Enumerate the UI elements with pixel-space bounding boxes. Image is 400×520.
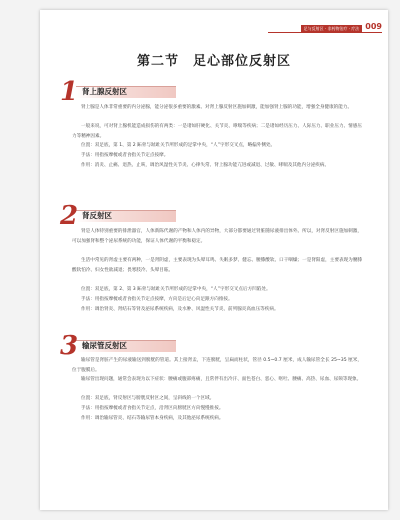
subsection-number: 1 [60, 77, 79, 107]
paragraph: 作用：调治肾炎、肾结石等肾及泌尿系统疾病，及水肿、风湿性关节炎、前列腺炎高血压等疾病。 [81, 307, 279, 312]
paragraph: 手法：用指按摩梳或者食指关节定点按摩。 [81, 153, 169, 158]
running-header-tag: 足与反射区 · 非药物治疗 · 疗法 [301, 25, 363, 32]
subsection-number: 2 [60, 201, 79, 231]
paragraph: 一般来说，可对肾上腺机能造成损伤的有两类：一是诸如肝硬化、关节炎、哮喘等疾病；二是诸如经历压力、人际压力、职业压力、情感压力等精神因素。 [72, 124, 362, 139]
paragraph: 输尿管出现问题，通常会表现为以下症状：腰痛或腹部疼痛，且常伴有出冷汗、面色苍白、恶心、呕吐、腰痛、高热、尿血、尿频等现象。 [81, 377, 362, 382]
paragraph: 肾上腺是人体非常重要的内分泌腺，能分泌很多重要的激素。对肾上腺反射区施加刺激，能加强肾上腺的功能，增强全身健康的能力。 [81, 105, 353, 110]
subsection-title: 肾反射区 [82, 211, 112, 220]
paragraph: 输尿管是肾脏产生的尿液输送到膀胱的管道。其上接肾盂，下连膀胱，呈扁而柱状，管径 0.5~0.7 厘米，成人输尿管全长 25~35 厘米，位于腹膜后。 [72, 358, 362, 373]
subsection-number: 3 [60, 331, 79, 361]
paragraph: 作用：调治输尿管炎、结石等输尿管本身疾病，及其他泌尿系统疾病。 [81, 416, 224, 421]
paragraph: 位置：双足底，第 1、第 2 跖骨与趾趾关节所形成的足掌中央，“人”字形交叉点，略偏外侧处。 [81, 143, 276, 148]
page-number: 009 [365, 22, 382, 31]
running-header [301, 14, 382, 32]
paragraph: 生活中常见的肾虚主要有两种，一是肾阴虚，主要表现为头晕耳鸣、失眠多梦、健忘、腰膝酸软、口干咽燥；一是肾阳虚，主要表现为腰膝酸软怕冷、妇女性欲减退；畏寒肢冷、头晕目眩。 [72, 258, 362, 273]
paragraph: 作用：消炎、止痛、退热、止咳，调治风湿性关节炎、心律失常、肾上腺功能亢进或减退、过敏、哮喘及其他内分泌疾病。 [81, 163, 330, 168]
book-page [40, 10, 388, 510]
header-rule [268, 32, 382, 33]
paragraph: 位置：双足底，第 2、第 3 跖骨与趾趾关节所形成的足掌中央，“人”字形交叉点后方凹陷处。 [81, 287, 271, 292]
paragraph: 肾是人体特别重要的排泄器官，人体新陈代谢的产物和人体内的异物，大部分都要通过肾脏随尿液排出体外。所以，对肾反射区施加刺激，可以加强肾和整个泌尿系统的功能，保证人体代谢的平衡和稳定。 [72, 229, 362, 244]
subsection-title: 输尿管反射区 [82, 341, 127, 350]
paragraph: 手法：用指按摩梳或者食指关节定点，沿肾区向膀胱区方向慢慢推按。 [81, 406, 224, 411]
paragraph: 位置：双足底，肾反射区与膀胱反射区之间，呈斜线的一个区域。 [81, 396, 215, 401]
paragraph: 手法：用指按摩梳或者食指关节定点按摩，方向是后足心向足跟方向推按。 [81, 297, 233, 302]
subsection-title: 肾上腺反射区 [82, 87, 127, 96]
section-title: 第二节 足心部位反射区 [136, 54, 291, 69]
